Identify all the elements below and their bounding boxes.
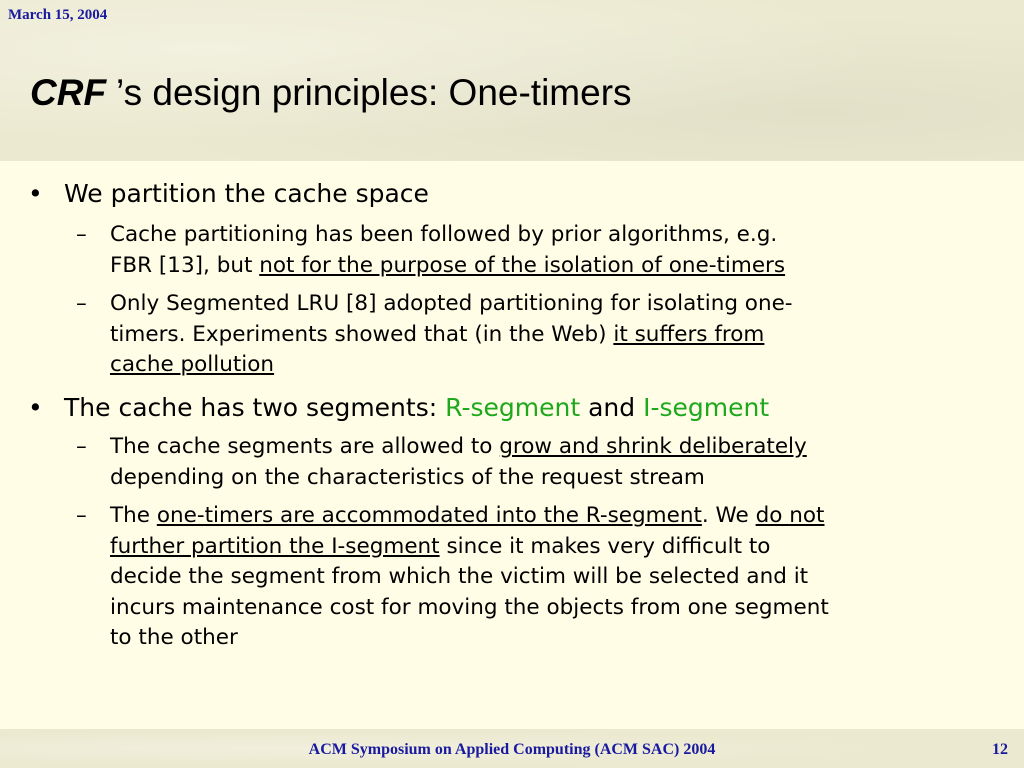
subbullet-segmented-lru [76, 289, 1000, 381]
i-segment-text: I-segment [643, 393, 770, 422]
slide-title [30, 72, 632, 114]
dash-mark: – [76, 503, 87, 528]
subbullet-one-timers [76, 501, 1000, 654]
bullet-partition [28, 178, 429, 209]
r-segment-text: R-segment [445, 393, 581, 422]
footer-conference: ACM Symposium on Applied Computing (ACM SAC) 2004 [308, 741, 716, 758]
underlined-text: further partition the I-segment [110, 533, 440, 559]
sub-text: The cache segments are allowed to [110, 434, 500, 459]
underlined-text: not for the purpose of the isolation of one-timers [259, 252, 786, 278]
title-crf: CRF [30, 72, 107, 113]
underlined-text: do not [755, 503, 825, 528]
sub-text: decide the segment from which the victim will be selected and it [110, 564, 809, 589]
bullet-two-segments [28, 392, 770, 423]
sub-text: The [110, 503, 157, 528]
sub-text: FBR [13], but [110, 252, 260, 278]
subbullet-grow-shrink [76, 432, 1000, 493]
bullet-text: We partition the cache space [64, 179, 429, 208]
sub-text: incurs maintenance cost for moving the objects from one segment [110, 594, 829, 620]
bullet-text: The cache has two segments: [64, 393, 446, 422]
bullet-mark: • [28, 179, 43, 208]
sub-text: since it makes very difficult to [439, 533, 771, 559]
underlined-text: cache pollution [110, 352, 275, 377]
underlined-text: it suffers from [613, 321, 765, 347]
slide-date: March 15, 2004 [8, 7, 108, 23]
sub-text: timers. Experiments showed that (in the Web) [110, 321, 614, 347]
sub-text: . We [701, 503, 756, 528]
sub-text: depending on the characteristics of the request stream [110, 464, 705, 490]
dash-mark: – [76, 291, 87, 316]
sub-text: Cache partitioning has been followed by prior algorithms, e.g. [110, 222, 778, 247]
dash-mark: – [76, 222, 87, 247]
sub-text: Only Segmented LRU [8] adopted partitioning for isolating one- [110, 291, 793, 316]
sub-text: to the other [110, 625, 238, 650]
dash-mark: – [76, 434, 87, 459]
bullet-mark: • [28, 393, 43, 422]
underlined-text: grow and shrink deliberately [499, 434, 807, 459]
title-rest: ’s design principles: One-timers [116, 72, 632, 113]
subbullet-prior-algorithms [76, 220, 1000, 281]
underlined-text: one-timers are accommodated into the R-segment [156, 503, 702, 528]
page-number: 12 [992, 741, 1008, 758]
bullet-text: and [580, 393, 644, 422]
